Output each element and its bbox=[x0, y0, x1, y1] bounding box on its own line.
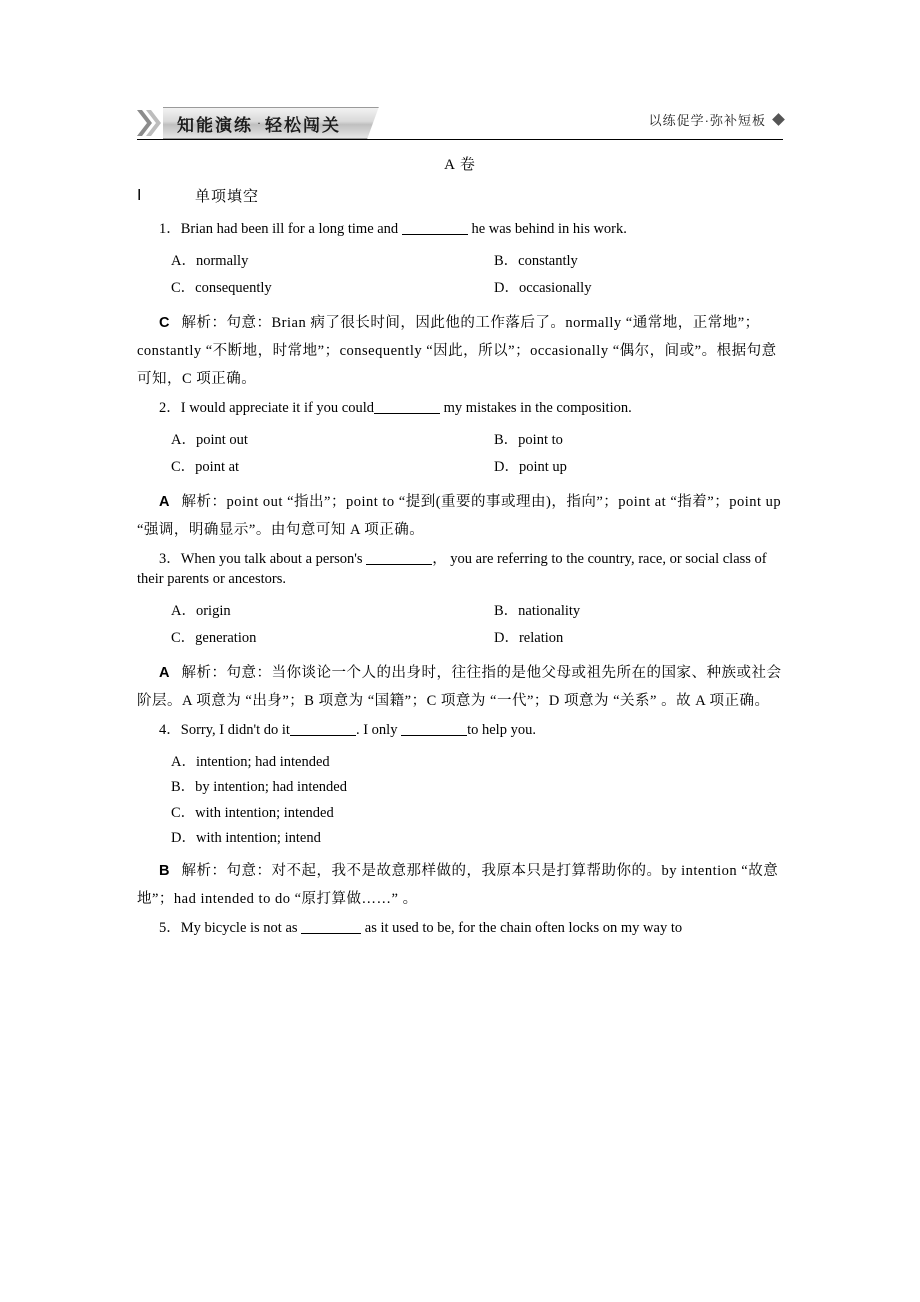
header-divider bbox=[137, 139, 783, 140]
question-stem-prefix: 2．I would appreciate it if you could bbox=[159, 400, 375, 417]
answer-blank[interactable] bbox=[402, 234, 468, 235]
answer-letter: C bbox=[159, 314, 170, 331]
answer-explanation bbox=[137, 857, 783, 914]
option-c[interactable]: C．point at bbox=[171, 459, 240, 476]
answer-blank[interactable] bbox=[290, 735, 356, 736]
option-a[interactable]: A．origin bbox=[171, 602, 231, 619]
question-stem-suffix: he was behind in his work. bbox=[471, 221, 627, 237]
explanation-text: 解析：point out “指出”；point to “提到(重要的事或理由)，指向”；point at “指着”；point up “强调，明确显示”。由句意可知 A 项正确。 bbox=[137, 493, 782, 539]
option-row bbox=[137, 254, 783, 269]
option-c[interactable]: C．consequently bbox=[171, 280, 272, 297]
header-note bbox=[649, 110, 783, 129]
banner-body bbox=[163, 107, 363, 139]
option-c[interactable]: C．with intention; intended bbox=[171, 804, 334, 821]
question-stem-mid: . I only bbox=[355, 722, 398, 739]
option-d[interactable]: D．relation bbox=[494, 630, 564, 647]
answer-explanation bbox=[137, 309, 783, 394]
question-stem-prefix: 5．My bicycle is not as bbox=[159, 920, 298, 937]
option-row bbox=[137, 433, 783, 448]
option-d[interactable]: D．with intention; intend bbox=[171, 830, 321, 847]
option-row bbox=[137, 281, 783, 296]
explanation-text: 解析：句意：对不起，我不是故意那样做的，我原本只是打算帮助你的。by intention “故意地”；had intended to do “原打算做……” 。 bbox=[137, 862, 779, 907]
option-b[interactable]: B．by intention; had intended bbox=[171, 779, 347, 796]
answer-blank[interactable] bbox=[366, 564, 432, 565]
section-number: Ⅰ bbox=[137, 188, 142, 204]
answer-blank[interactable] bbox=[401, 735, 467, 736]
question-stem-prefix: 3．When you talk about a person's bbox=[159, 551, 363, 568]
option-b[interactable]: B．nationality bbox=[494, 602, 581, 619]
answer-letter: B bbox=[159, 862, 170, 879]
option-b[interactable]: B．constantly bbox=[494, 252, 578, 269]
explanation-text: 解析：句意：当你谈论一个人的出身时，往往指的是他父母或祖先所在的国家、种族或社会阶层。A 项意为 “出身”；B 项意为 “国籍”；C 项意为 “一代”；D 项意为 “关系” 。故 A 项正确。 bbox=[137, 664, 782, 709]
answer-blank[interactable] bbox=[374, 413, 440, 414]
section-name: 单项填空 bbox=[195, 188, 260, 205]
option-c[interactable]: C．generation bbox=[171, 630, 257, 647]
paper-title: A 卷 bbox=[444, 157, 476, 173]
option-row bbox=[137, 460, 783, 475]
answer-explanation bbox=[137, 659, 783, 716]
question-stem-suffix: ， you are referring to the country, race, or social class of their parents or ancestors. bbox=[137, 551, 767, 588]
question-stem bbox=[137, 919, 783, 939]
diamond-icon bbox=[772, 113, 785, 126]
option-d[interactable]: D．point up bbox=[494, 459, 567, 476]
banner-title-right: 轻松闯关 bbox=[265, 115, 341, 135]
question-stem-prefix: 4．Sorry, I didn't do it bbox=[159, 722, 290, 739]
answer-letter: A bbox=[159, 664, 170, 681]
question-stem-suffix: as it used to be, for the chain often locks on my way to bbox=[364, 920, 683, 937]
explanation-text: 解析：句意：Brian 病了很长时间，因此他的工作落后了。normally “通常地，正常地”；constantly “不断地，时常地”；consequently “因此，所以”；occasionally “偶尔，间或”。根据句意可知，C 项正确。 bbox=[137, 314, 777, 388]
answer-letter: A bbox=[159, 493, 170, 510]
option-row bbox=[137, 604, 783, 619]
option-a[interactable]: A．normally bbox=[171, 252, 249, 269]
question-stem bbox=[137, 721, 783, 741]
question-stem-suffix: my mistakes in the composition. bbox=[443, 400, 632, 417]
answer-blank[interactable] bbox=[301, 933, 361, 934]
question-stem-suffix: to help you. bbox=[467, 722, 536, 739]
question-stem-prefix: 1．Brian had been ill for a long time and bbox=[159, 221, 399, 237]
option-d[interactable]: D．occasionally bbox=[494, 280, 592, 297]
banner-title-left: 知能演练 bbox=[177, 115, 253, 135]
answer-explanation bbox=[137, 488, 783, 545]
question-stem bbox=[137, 399, 783, 419]
option-a[interactable]: A．intention; had intended bbox=[171, 753, 330, 770]
option-b[interactable]: B．point to bbox=[494, 431, 563, 448]
section-banner bbox=[137, 108, 373, 138]
section-heading bbox=[137, 189, 783, 204]
option-a[interactable]: A．point out bbox=[171, 431, 248, 448]
header-note-text: 以练促学·弥补短板 bbox=[648, 113, 766, 128]
question-stem bbox=[137, 220, 783, 240]
question-stem bbox=[137, 550, 783, 589]
exercise-content bbox=[137, 158, 783, 953]
page-header bbox=[137, 108, 783, 142]
option-row bbox=[137, 631, 783, 646]
double-chevron-icon bbox=[137, 108, 163, 138]
banner-separator-dot: · bbox=[257, 115, 261, 130]
